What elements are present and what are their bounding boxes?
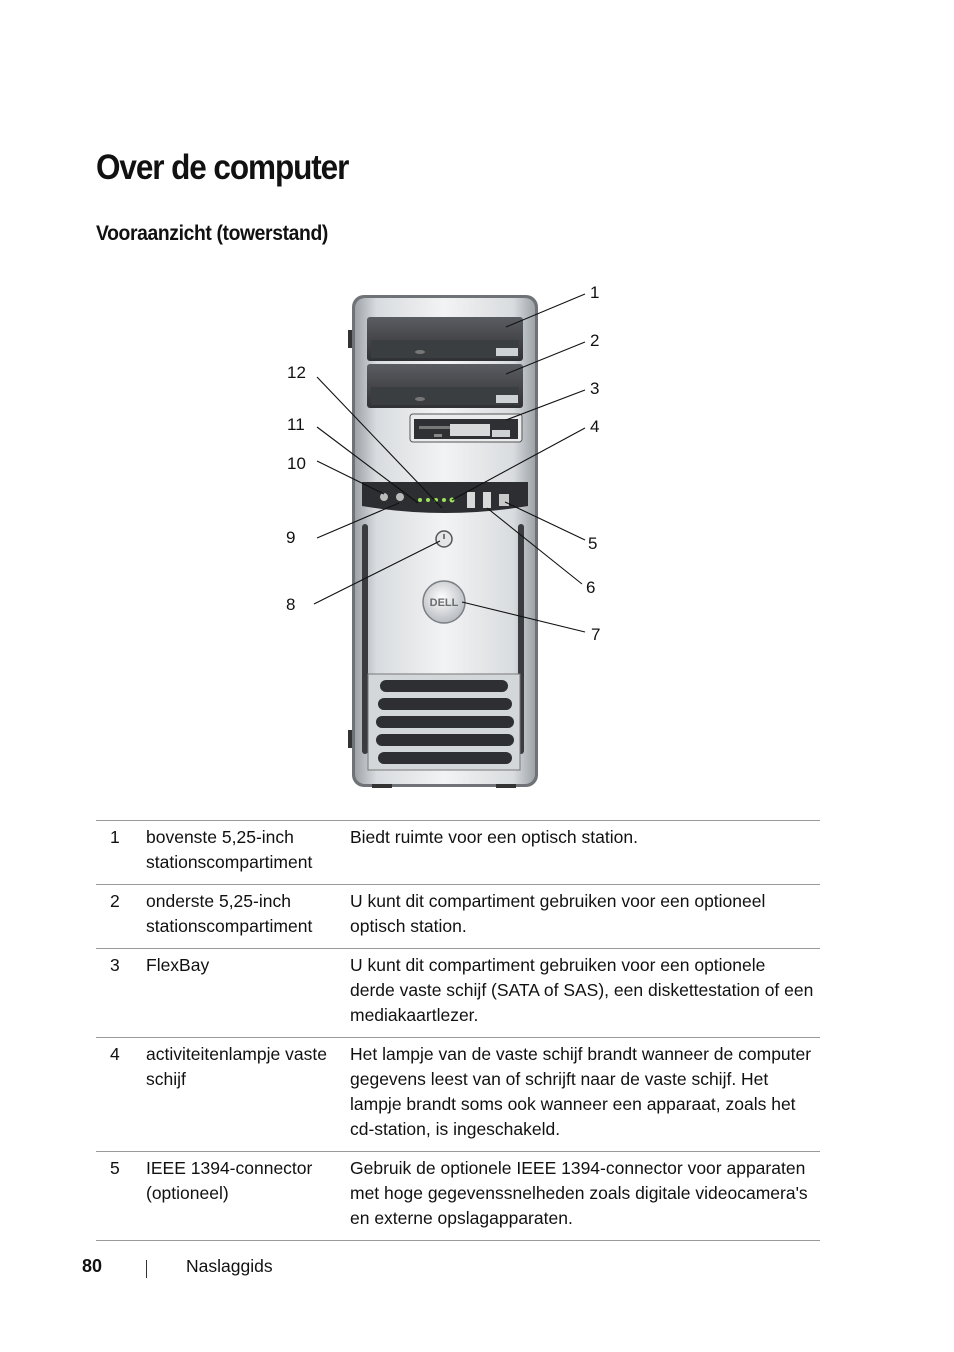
computer-front-view-illustration bbox=[280, 280, 620, 800]
component-description: Gebruik de optionele IEEE 1394-connector voor apparaten met hoge gegevenssnelheden zoals digitale videocamera's en externe opslagapparaten. bbox=[344, 1152, 820, 1241]
lower-optical-bay bbox=[367, 364, 523, 408]
callout-12: 12 bbox=[287, 363, 306, 382]
component-table bbox=[96, 820, 820, 1241]
row-number: 1 bbox=[96, 821, 140, 885]
page-footer bbox=[0, 1256, 954, 1286]
row-number: 3 bbox=[96, 949, 140, 1038]
component-name: FlexBay bbox=[140, 949, 344, 1038]
callout-4: 4 bbox=[590, 417, 600, 436]
flexbay bbox=[410, 414, 522, 442]
table-row bbox=[96, 949, 820, 1038]
component-name: onderste 5,25-inch stationscompartiment bbox=[140, 885, 344, 949]
callout-1: 1 bbox=[590, 283, 600, 302]
front-grille bbox=[368, 674, 520, 770]
component-name: bovenste 5,25-inch stationscompartiment bbox=[140, 821, 344, 885]
component-description: U kunt dit compartiment gebruiken voor een optioneel optisch station. bbox=[344, 885, 820, 949]
usb-connector bbox=[483, 492, 491, 508]
callout-6: 6 bbox=[586, 578, 596, 597]
table-row bbox=[96, 885, 820, 949]
table-row bbox=[96, 821, 820, 885]
diagnostic-light bbox=[426, 498, 430, 502]
microphone-connector bbox=[380, 493, 388, 501]
component-name: activiteitenlampje vaste schijf bbox=[140, 1038, 344, 1152]
guide-name: Naslaggids bbox=[186, 1256, 273, 1276]
row-number: 4 bbox=[96, 1038, 140, 1152]
component-name: IEEE 1394-connector (optioneel) bbox=[140, 1152, 344, 1241]
component-description: Het lampje van de vaste schijf brandt wanneer de computer gegevens leest van of schrijft naar de vaste schijf. Het lampje brandt soms ook wanneer een apparaat, zoals het cd-station, is ingeschakeld. bbox=[344, 1038, 820, 1152]
callout-2: 2 bbox=[590, 331, 600, 350]
row-number: 5 bbox=[96, 1152, 140, 1241]
diagnostic-light bbox=[418, 498, 422, 502]
callout-11: 11 bbox=[287, 415, 305, 434]
callout-5: 5 bbox=[588, 534, 598, 553]
page-title: Over de computer bbox=[96, 148, 349, 187]
callout-9: 9 bbox=[286, 528, 296, 547]
footer-divider bbox=[146, 1260, 147, 1278]
component-description: Biedt ruimte voor een optisch station. bbox=[344, 821, 820, 885]
callout-8: 8 bbox=[286, 595, 296, 614]
callout-3: 3 bbox=[590, 379, 600, 398]
case-foot bbox=[496, 784, 516, 788]
table-row bbox=[96, 1038, 820, 1152]
section-heading: Vooraanzicht (towerstand) bbox=[96, 222, 328, 245]
component-description: U kunt dit compartiment gebruiken voor een optionele derde vaste schijf (SATA of SAS), een diskettestation of een mediakaartlezer. bbox=[344, 949, 820, 1038]
usb-connector bbox=[467, 492, 475, 508]
callout-10: 10 bbox=[287, 454, 306, 473]
row-number: 2 bbox=[96, 885, 140, 949]
case-foot bbox=[372, 784, 392, 788]
upper-optical-bay bbox=[367, 317, 523, 361]
headphone-connector bbox=[396, 493, 404, 501]
table-row bbox=[96, 1152, 820, 1241]
page-number: 80 bbox=[82, 1256, 103, 1276]
diagnostic-light bbox=[442, 498, 446, 502]
callout-7: 7 bbox=[591, 625, 601, 644]
ieee-1394-connector bbox=[499, 494, 509, 506]
dell-logo-icon: DELL bbox=[429, 597, 459, 609]
